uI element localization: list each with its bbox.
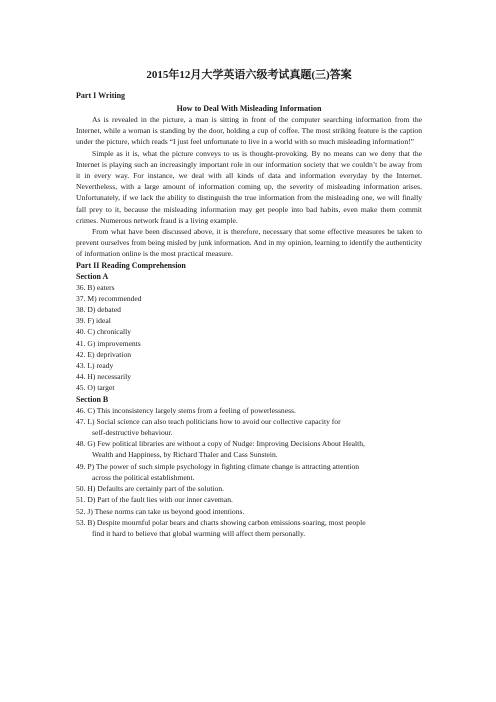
answer-line: 53. B) Despite mournful polar bears and charts showing carbon emissions soaring, most people xyxy=(76,517,366,527)
section-a-answers xyxy=(76,282,422,394)
answer-item xyxy=(76,438,422,460)
part2-heading: Part II Reading Comprehension xyxy=(76,260,186,270)
answer-item: 40. C) chronically xyxy=(76,327,132,337)
answer-item: 44. H) necessarily xyxy=(76,372,132,382)
answer-item: 36. B) eaters xyxy=(76,282,115,292)
essay-paragraph: Simple as it is, what the picture conveys to us is thought-provoking. By no means can we deny that the Internet is playing such an increasingly important role in our information society that we couldn’t be away from it in every way. For instance, we deal with all kinds of data and information everyday by the Internet. Nevertheless, with a large amount of information coming up, the severity of misleading information arises. Unfortunately, if we lack the ability to distinguish the true information from the misleading one, we will finally fall prey to it, because the misleading information may get people into bad habits, even make them commit crimes. Numerous network fraud is a living example. xyxy=(76,148,422,225)
answer-item xyxy=(76,506,422,517)
answer-item xyxy=(76,416,422,438)
section-b-heading: Section B xyxy=(76,394,109,404)
document-title: 2015年12月大学英语六级考试真题(三)答案 xyxy=(146,69,352,81)
answer-line: 48. G) Few political libraries are without a copy of Nudge: Improving Decisions About Health, xyxy=(76,439,365,449)
answer-continuation: across the political establishment. xyxy=(92,472,195,482)
answer-item: 45. O) target xyxy=(76,383,115,393)
answer-item xyxy=(76,494,422,505)
answer-line: 47. L) Social science can also teach politicians how to avoid our collective capacity for xyxy=(76,416,341,426)
answer-item: 37. M) recommended xyxy=(76,293,142,303)
section-b-answers xyxy=(76,405,422,539)
answer-item xyxy=(76,517,422,539)
answer-line: 51. D) Part of the fault lies with our inner caveman. xyxy=(76,495,233,505)
answer-continuation: find it hard to believe that global warming will affect them personally. xyxy=(92,528,306,538)
answer-line: 46. C) This inconsistency largely stems from a feeling of powerlessness. xyxy=(76,405,296,415)
essay-paragraph: From what have been discussed above, it is therefore, necessary that some effective measures be taken to prevent ourselves from being misled by junk information. And in my opinion, learning to identify the authenticity of information online is the most practical measure. xyxy=(76,227,422,259)
answer-item xyxy=(76,405,422,416)
answer-item xyxy=(76,483,422,494)
answer-item: 39. F) ideal xyxy=(76,316,111,326)
part1-heading: Part I Writing xyxy=(76,91,126,100)
answer-line: 50. H) Defaults are certainly part of the solution. xyxy=(76,484,225,494)
answer-item: 38. D) debated xyxy=(76,305,121,315)
section-a-heading: Section A xyxy=(76,271,109,281)
answer-line: 52. J) These norms can take us beyond good intentions. xyxy=(76,506,245,516)
answer-item: 43. L) ready xyxy=(76,361,114,371)
answer-line: 49. P) The power of such simple psychology in fighting climate change is attracting attention xyxy=(76,461,360,471)
answer-item: 42. E) deprivation xyxy=(76,349,132,359)
answer-item xyxy=(76,461,422,483)
answer-continuation: Wealth and Happiness, by Richard Thaler and Cass Sunstein. xyxy=(92,450,278,460)
answer-continuation: self-destructive behaviour. xyxy=(92,428,173,438)
essay-title: How to Deal With Misleading Information xyxy=(176,104,322,113)
essay-paragraph: As is revealed in the picture, a man is sitting in front of the computer searching information from the Internet, while a woman is standing by the door, holding a cup of coffee. The most striking feature is the caption under the picture, which reads “I just feel unfortunate to live in a world with so much misleading information!” xyxy=(76,115,422,147)
answer-item: 41. G) improvements xyxy=(76,338,141,348)
